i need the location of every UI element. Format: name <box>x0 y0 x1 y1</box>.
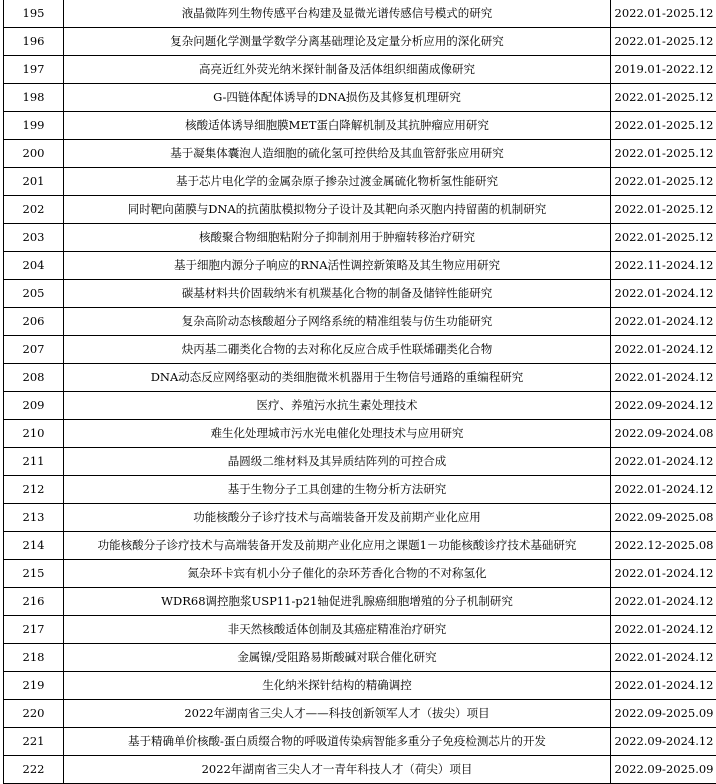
project-title: 基于芯片电化学的金属杂原子掺杂过渡金属硫化物析氢性能研究 <box>64 168 611 196</box>
project-period: 2022.01-2024.12 <box>611 644 716 672</box>
table-row <box>4 84 716 112</box>
project-period: 2022.01-2024.12 <box>611 588 716 616</box>
row-number: 214 <box>4 532 64 560</box>
project-period: 2022.12-2025.08 <box>611 532 716 560</box>
project-period: 2022.09-2025.09 <box>611 700 716 728</box>
table-row <box>4 560 716 588</box>
project-period: 2022.01-2024.12 <box>611 364 716 392</box>
project-title: 同时靶向菌膜与DNA的抗菌肽模拟物分子设计及其靶向杀灭胞内持留菌的机制研究 <box>64 196 611 224</box>
table-row <box>4 364 716 392</box>
project-title: 基于细胞内源分子响应的RNA活性调控新策略及其生物应用研究 <box>64 252 611 280</box>
project-title: 高亮近红外荧光纳米探针制备及活体组织细菌成像研究 <box>64 56 611 84</box>
row-number: 203 <box>4 224 64 252</box>
table-row <box>4 252 716 280</box>
project-period: 2022.01-2025.12 <box>611 112 716 140</box>
row-number: 219 <box>4 672 64 700</box>
table-row <box>4 224 716 252</box>
project-period: 2022.01-2025.12 <box>611 224 716 252</box>
project-period: 2022.11-2024.12 <box>611 252 716 280</box>
project-title: 复杂问题化学测量学数学分离基础理论及定量分析应用的深化研究 <box>64 28 611 56</box>
row-number: 215 <box>4 560 64 588</box>
table-row <box>4 420 716 448</box>
project-period: 2022.01-2024.12 <box>611 560 716 588</box>
project-title: 2022年湖南省三尖人才——科技创新领军人才（拔尖）项目 <box>64 700 611 728</box>
table-row <box>4 728 716 756</box>
project-title: 功能核酸分子诊疗技术与高端装备开发及前期产业化应用之课题1－功能核酸诊疗技术基础研究 <box>64 532 611 560</box>
table-row <box>4 308 716 336</box>
row-number: 202 <box>4 196 64 224</box>
project-period: 2022.01-2024.12 <box>611 672 716 700</box>
project-title: 核酸聚合物细胞粘附分子抑制剂用于肿瘤转移治疗研究 <box>64 224 611 252</box>
row-number: 210 <box>4 420 64 448</box>
table-row <box>4 0 716 28</box>
project-title: 生化纳米探针结构的精确调控 <box>64 672 611 700</box>
row-number: 204 <box>4 252 64 280</box>
project-period: 2022.01-2024.12 <box>611 336 716 364</box>
project-period: 2019.01-2022.12 <box>611 56 716 84</box>
project-period: 2022.09-2024.12 <box>611 728 716 756</box>
project-period: 2022.01-2025.12 <box>611 0 716 28</box>
table-row <box>4 532 716 560</box>
row-number: 205 <box>4 280 64 308</box>
project-period: 2022.01-2025.12 <box>611 168 716 196</box>
project-title: 基于生物分子工具创建的生物分析方法研究 <box>64 476 611 504</box>
row-number: 207 <box>4 336 64 364</box>
table-row <box>4 112 716 140</box>
project-period: 2022.09-2024.12 <box>611 392 716 420</box>
table-row <box>4 280 716 308</box>
row-number: 197 <box>4 56 64 84</box>
table-row <box>4 196 716 224</box>
project-title: 非天然核酸适体创制及其癌症精准治疗研究 <box>64 616 611 644</box>
project-title: 晶圆级二维材料及其异质结阵列的可控合成 <box>64 448 611 476</box>
row-number: 209 <box>4 392 64 420</box>
row-number: 222 <box>4 756 64 784</box>
table-row <box>4 140 716 168</box>
project-title: DNA动态反应网络驱动的类细胞微米机器用于生物信号通路的重编程研究 <box>64 364 611 392</box>
project-period: 2022.01-2025.12 <box>611 84 716 112</box>
project-period: 2022.01-2024.12 <box>611 616 716 644</box>
row-number: 213 <box>4 504 64 532</box>
table-row <box>4 644 716 672</box>
row-number: 217 <box>4 616 64 644</box>
row-number: 199 <box>4 112 64 140</box>
table-row <box>4 56 716 84</box>
project-title: 氮杂环卡宾有机小分子催化的杂环芳香化合物的不对称氢化 <box>64 560 611 588</box>
row-number: 212 <box>4 476 64 504</box>
project-title: 医疗、养殖污水抗生素处理技术 <box>64 392 611 420</box>
project-title: 炔丙基二硼类化合物的去对称化反应合成手性联烯硼类化合物 <box>64 336 611 364</box>
project-period: 2022.01-2024.12 <box>611 476 716 504</box>
table-row <box>4 28 716 56</box>
project-title: 功能核酸分子诊疗技术与高端装备开发及前期产业化应用 <box>64 504 611 532</box>
row-number: 195 <box>4 0 64 28</box>
row-number: 201 <box>4 168 64 196</box>
project-title: 金属镍/受阻路易斯酸碱对联合催化研究 <box>64 644 611 672</box>
table-row <box>4 476 716 504</box>
table-row <box>4 700 716 728</box>
table-row <box>4 504 716 532</box>
project-title: WDR68调控胞浆USP11-p21轴促进乳腺癌细胞增殖的分子机制研究 <box>64 588 611 616</box>
row-number: 208 <box>4 364 64 392</box>
row-number: 196 <box>4 28 64 56</box>
project-title: G-四链体配体诱导的DNA损伤及其修复机理研究 <box>64 84 611 112</box>
project-title: 难生化处理城市污水光电催化处理技术与应用研究 <box>64 420 611 448</box>
project-period: 2022.09-2025.08 <box>611 504 716 532</box>
row-number: 220 <box>4 700 64 728</box>
table-row <box>4 672 716 700</box>
project-period: 2022.09-2025.09 <box>611 756 716 784</box>
project-title: 碳基材料共价固载纳米有机羰基化合物的制备及储锌性能研究 <box>64 280 611 308</box>
project-title: 核酸适体诱导细胞膜MET蛋白降解机制及其抗肿瘤应用研究 <box>64 112 611 140</box>
row-number: 216 <box>4 588 64 616</box>
project-title: 液晶微阵列生物传感平台构建及显微光谱传感信号模式的研究 <box>64 0 611 28</box>
table-row <box>4 336 716 364</box>
project-title: 2022年湖南省三尖人才一青年科技人才（荷尖）项目 <box>64 756 611 784</box>
row-number: 218 <box>4 644 64 672</box>
table-row <box>4 392 716 420</box>
project-period: 2022.01-2024.12 <box>611 308 716 336</box>
project-period: 2022.01-2025.12 <box>611 140 716 168</box>
project-title: 基于凝集体囊泡人造细胞的硫化氢可控供给及其血管舒张应用研究 <box>64 140 611 168</box>
table-row <box>4 616 716 644</box>
project-table-body <box>4 0 716 784</box>
row-number: 198 <box>4 84 64 112</box>
project-period: 2022.01-2024.12 <box>611 448 716 476</box>
project-period: 2022.01-2025.12 <box>611 196 716 224</box>
table-row <box>4 588 716 616</box>
table-row <box>4 168 716 196</box>
table-row <box>4 756 716 784</box>
project-period: 2022.01-2024.12 <box>611 280 716 308</box>
row-number: 221 <box>4 728 64 756</box>
row-number: 211 <box>4 448 64 476</box>
project-table <box>3 0 716 784</box>
project-period: 2022.09-2024.08 <box>611 420 716 448</box>
project-title: 复杂高阶动态核酸超分子网络系统的精准组装与仿生功能研究 <box>64 308 611 336</box>
table-row <box>4 448 716 476</box>
project-title: 基于精确单价核酸-蛋白质缀合物的呼吸道传染病智能多重分子免疫检测芯片的开发 <box>64 728 611 756</box>
row-number: 206 <box>4 308 64 336</box>
row-number: 200 <box>4 140 64 168</box>
project-period: 2022.01-2025.12 <box>611 28 716 56</box>
